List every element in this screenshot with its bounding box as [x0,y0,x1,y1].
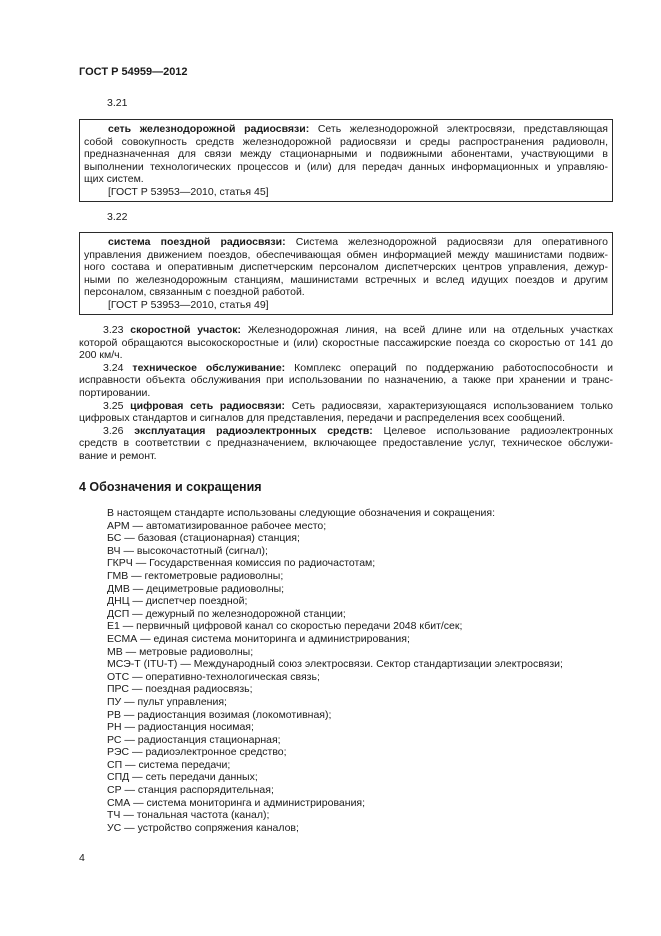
definition-3-24: 3.24 техническое обслуживание: Комплекс операций по поддержанию работоспособности и [103,361,613,374]
term-line: сеть железнодорожной радиосвязи: Сеть железнодорожной электросвязи, представляющая [108,123,608,135]
list-item: РЭС — радиоэлектронное средство; [107,746,287,759]
definition-term: цифровая сеть радиосвязи: [130,399,286,412]
definition-3-25: 3.25 цифровая сеть радиосвязи: Сеть радиосвязи, характеризующаяся использованием только [103,399,613,412]
term-line: ными по железнодорожным станциям, машинистами встречных и вслед идущих поездов и другим [84,273,608,286]
term-line: предназначенная для связи между стационарными и подвижными абонентами, участвующими в [84,148,608,161]
list-item: ДСП — дежурный по железнодорожной станции; [107,607,346,620]
section-heading: 4 Обозначения и сокращения [79,480,262,494]
list-item: БС — базовая (стационарная) станция; [107,532,300,545]
term-line: щих систем. [84,173,144,186]
list-item: ТЧ — тональная частота (канал); [107,809,270,822]
definition-term: скоростной участок: [130,324,242,336]
list-item: РН — радиостанция носимая; [107,721,254,734]
term-box-3-22 [79,232,613,315]
list-item: СПД — сеть передачи данных; [107,771,258,784]
definitions-block: 3.23 скоростной участок: Железнодорожная линия, на всей длине или на отдельных участках которой обращаются высокоскоростные и (или) скоростные пассажирские поезда со скоростью от 141 до 200 км/ч. 3.24 техническое обслуживание: Комплекс операций по поддержанию работоспособности и исправности объекта обслуживания при использовании по назначению, а также при хранении и транс- портировании. 3.25 цифровая сеть радиосвязи: Сеть радиосвязи, характеризующаяся использованием только цифровых стандартов и сигналов для представления, передачи и распределения всех сообщений. 3.26 эксплуатация радиоэлектронных средств: Целевое использование радиоэлектронных средств в соответствии с предназначением, включающее предоставление услуг, техническое обслужи- вание и ремонт. [79,324,613,462]
list-item: ПРС — поездная радиосвязь; [107,683,253,696]
page-number: 4 [79,852,85,864]
abbreviation-list [107,507,563,834]
term-name: система поездной радиосвязи: [108,236,286,248]
list-item: МВ — метровые радиоволны; [107,645,254,658]
list-item: ЕСМА — единая система мониторинга и администрирования; [107,632,410,645]
list-intro: В настоящем стандарте использованы следующие обозначения и сокращения: [107,507,495,519]
list-item: СМА — система мониторинга и администрирования; [107,796,366,809]
term-number-3-22: 3.22 [107,211,128,223]
list-item: ГМВ — гектометровые радиоволны; [107,569,284,582]
list-item: АРМ — автоматизированное рабочее место; [107,519,327,532]
list-item: МСЭ-Т (ITU-T) — Международный союз электросвязи. Сектор стандартизации электросвязи; [107,658,563,671]
term-box-3-21 [79,119,613,202]
list-item: ДНЦ — диспетчер поездной; [107,595,248,608]
term-number-3-21: 3.21 [107,97,128,109]
list-item: ДМВ — дециметровые радиоволны; [107,582,285,595]
list-item: УС — устройство сопряжения каналов; [107,821,299,834]
list-item: ВЧ — высокочастотный (сигнал); [107,544,268,557]
term-line: ного состава и оперативным диспетчерским персоналом диспетчерских центров управления, дежур- [84,261,608,274]
list-item: ОТС — оперативно-технологическая связь; [107,670,320,683]
definition-term: техническое обслуживание: [132,361,286,374]
list-item: ГКРЧ — Государственная комиссия по радиочастотам; [107,557,376,570]
term-line: выполнении технологических процессов и (или) для передач данных информационных и управляю- [84,160,608,173]
list-item: РС — радиостанция стационарная; [107,733,281,746]
term-line: система поездной радиосвязи: Система железнодорожной радиосвязи для оперативного [108,236,608,248]
document-header: ГОСТ Р 54959—2012 [79,66,188,78]
list-item: Е1 — первичный цифровой канал со скоростью передачи 2048 кбит/сек; [107,620,463,633]
definition-3-26: 3.26 эксплуатация радиоэлектронных средств: Целевое использование радиоэлектронных [103,424,613,437]
term-line: персоналом, связанным с поездной работой. [84,286,305,299]
term-reference: [ГОСТ Р 53953—2010, статья 49] [108,298,269,311]
definition-3-23: 3.23 скоростной участок: Железнодорожная линия, на всей длине или на отдельных участках [103,324,613,336]
term-name: сеть железнодорожной радиосвязи: [108,123,310,135]
definition-term: эксплуатация радиоэлектронных средств: [134,424,373,437]
term-line: собой совокупность средств железнодорожной радиосвязи и среды распространения радиоволн, [84,135,608,148]
list-item: РВ — радиостанция возимая (локомотивная); [107,708,332,721]
term-line: управления движением поездов, обеспечивающая обмен информацией между машинистами подвиж- [84,248,608,261]
term-reference: [ГОСТ Р 53953—2010, статья 45] [108,185,269,198]
list-item: ПУ — пульт управления; [107,695,227,708]
list-item: СП — система передачи; [107,758,231,771]
list-item: СР — станция распорядительная; [107,784,274,797]
